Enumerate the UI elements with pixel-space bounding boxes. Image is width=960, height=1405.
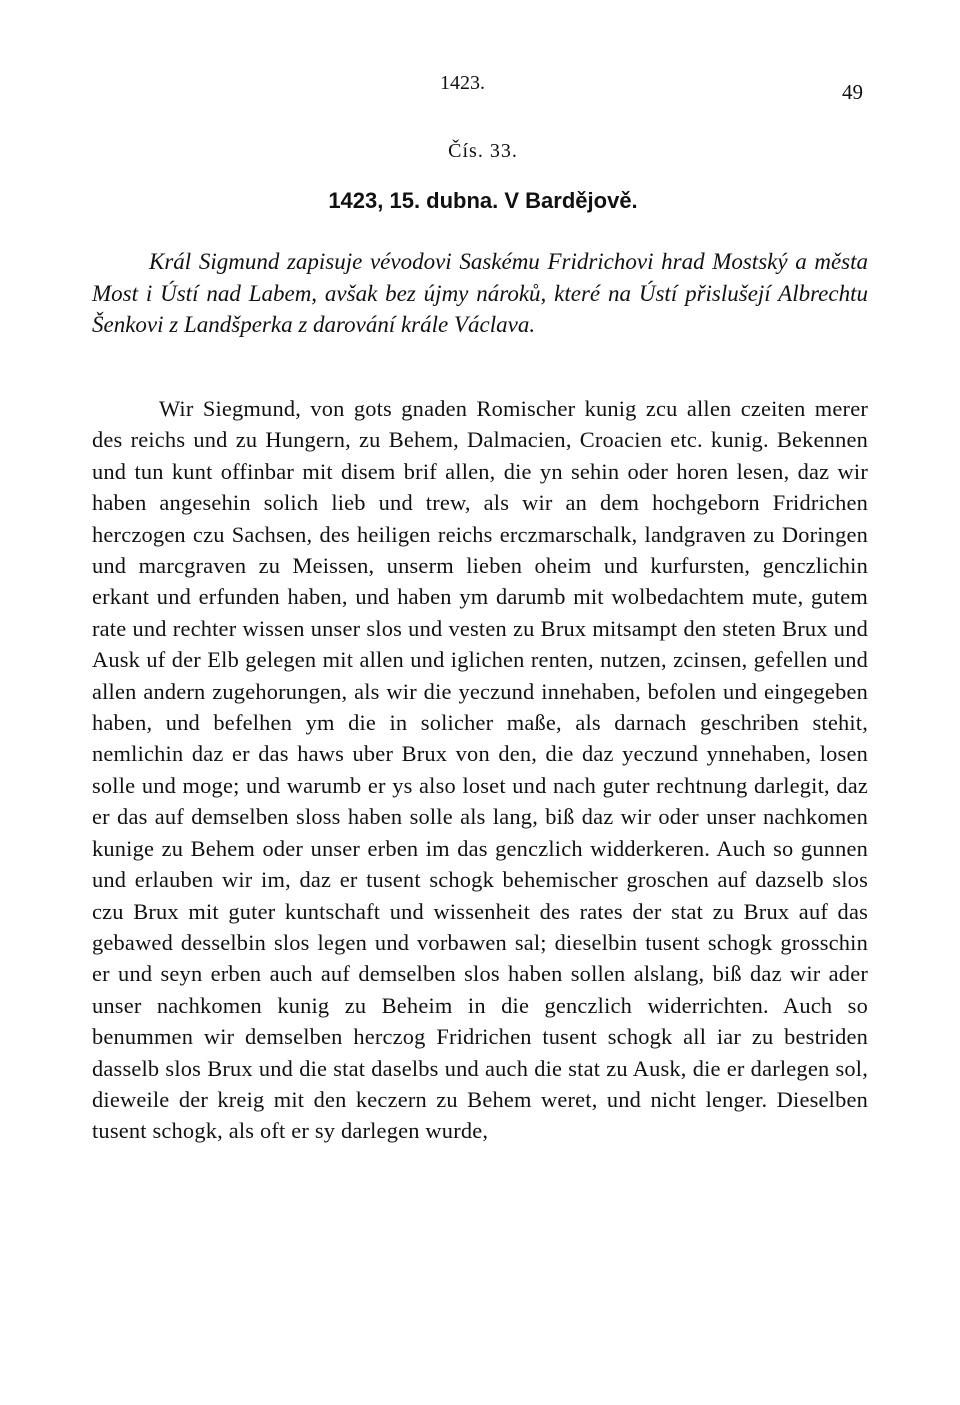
charter-text: Wir Siegmund, von gots gnaden Romischer kunig zcu allen czeiten merer des reichs und zu Hungern, zu Behem, Dalmacien, Croacien etc. kunig. Bekennen und tun kunt offinbar mit disem brif allen, die yn sehin oder horen lesen, daz wir haben angesehin solich lieb und trew, als wir an dem hochgeborn Fridrichen herczogen czu Sachsen, des heiligen reichs erczmarschalk, landgraven zu Doringen und marcgraven zu Meissen, unserm lieben oheim und kurfursten, genczlichin erkant und erfunden haben, und haben ym darumb mit wolbedachtem mute, gutem rate und rechter wissen unser slos und vesten zu Brux mitsampt den steten Brux und Ausk uf der Elb gelegen mit allen und iglichen renten, nutzen, zcinsen, gefellen und allen andern zugehorungen, als wir die yeczund innehaben, befolen und eingegeben haben, und befelhen ym die in solicher maße, als darnach geschriben stehit, nemlichin daz er das haws uber Brux von den, die daz yeczund ynnehaben, losen solle und moge; und warumb er ys also loset und nach guter rechtnung darlegit, daz er das auf demselben sloss haben solle als lang, biß daz wir oder unser nachkomen kunige zu Behem oder unser erben im das genczlich widderkeren. Auch so gunnen und erlauben wir im, daz er tusent schogk behemischer groschen auf dazselb slos czu Brux mit guter kuntschaft und wissenheit des rates der stat zu Brux auf das gebawed desselbin slos legen und vorbawen sal; dieselbin tusent schogk grosschin er und seyn erben auch auf demselben slos haben sollen alslang, biß daz wir ader unser nachkomen kunig zu Beheim in die genczlich widerrichten. Auch so benummen wir demselben herczog Fridrichen tusent schogk all iar zu bestriden dasselb slos Brux und die stat daselbs und auch die stat zu Ausk, die er darlegen sol, dieweile der kreig mit den keczern zu Behem weret, und nicht lenger. Dieselben tusent schogk, als oft er sy darlegen wurde, [92,396,868,1144]
document-number: Čís. 33. [448,140,518,162]
running-header [0,72,960,102]
running-year: 1423. [440,72,485,94]
page-number: 49 [842,80,863,104]
document-date-place: 1423, 15. dubna. V Bardějově. [328,188,638,213]
regest-summary: Král Sigmund zapisuje vévodovi Saskému Fridrichovi hrad Mostský a města Most i Ústí nad Labem, avšak bez újmy nároků, které na Ústí přislušejí Albrechtu Šenkovi z Landšperka z darování krále Václava. [92,249,868,337]
